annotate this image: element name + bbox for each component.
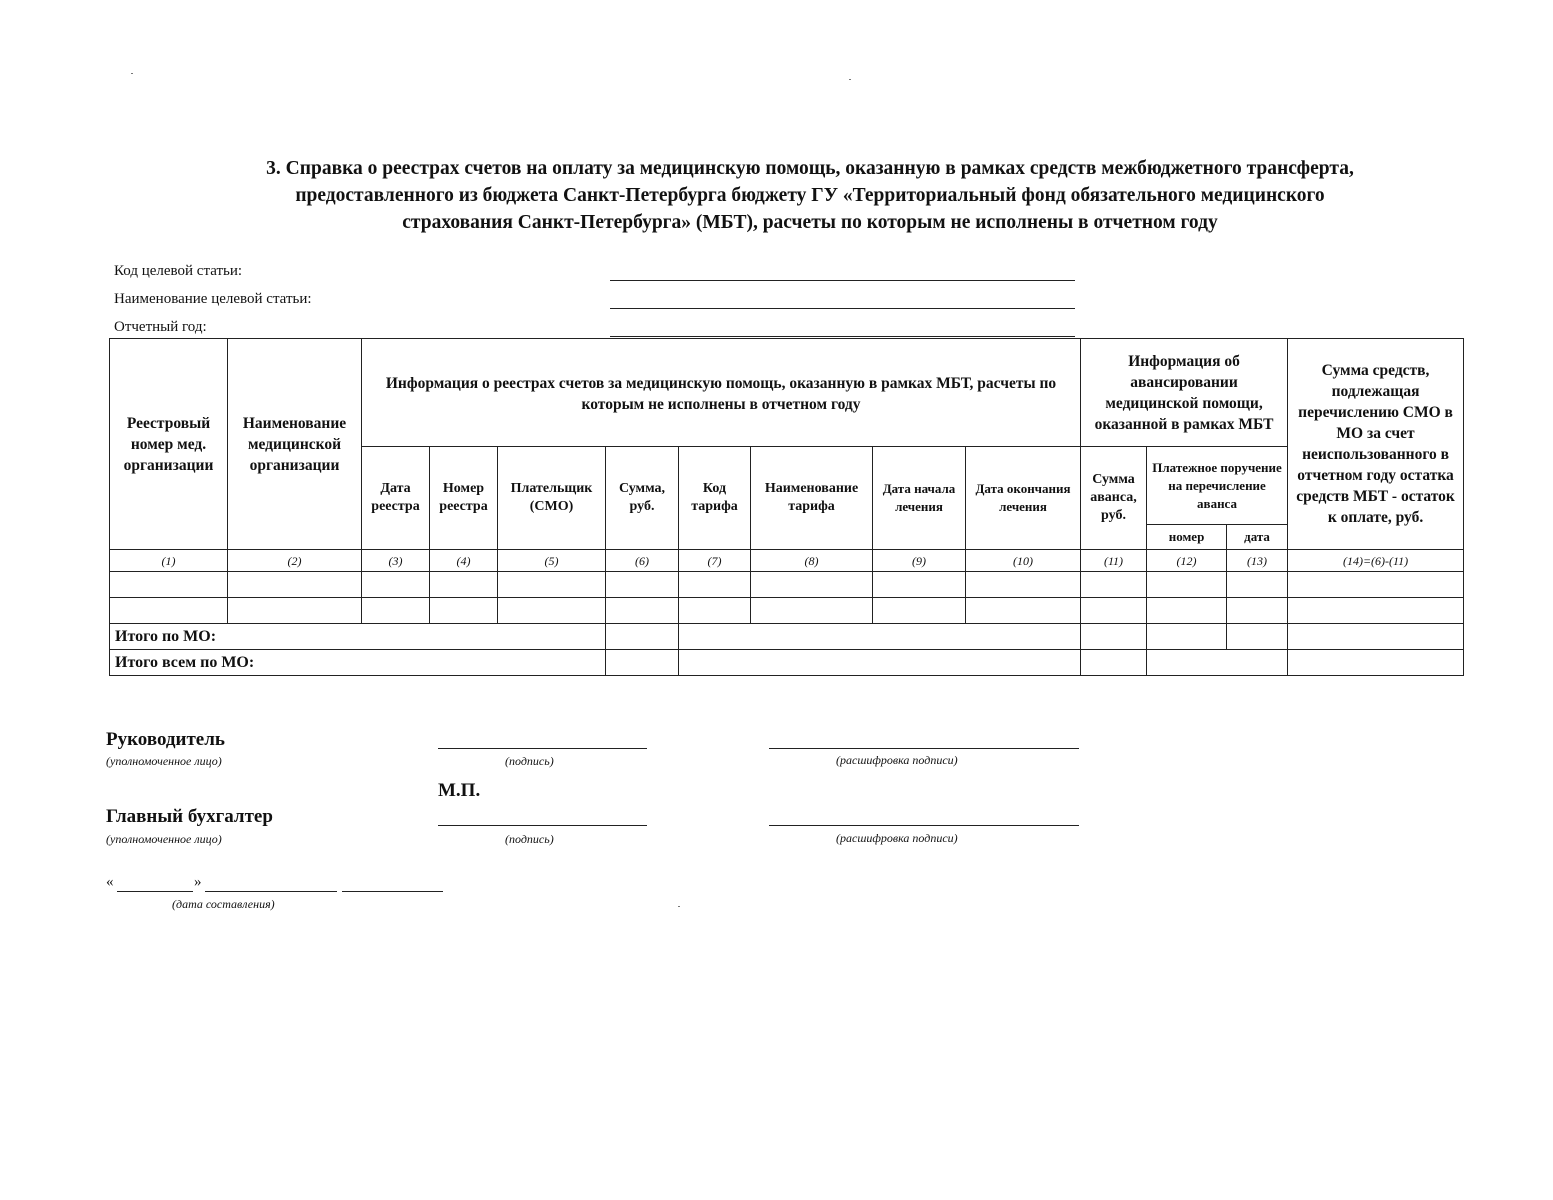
table-cell[interactable]	[110, 572, 228, 598]
document-title	[150, 155, 1470, 236]
col-number: (3)	[362, 550, 430, 572]
table-cell[interactable]	[430, 598, 498, 624]
accountant-decode-caption: (расшифровка подписи)	[836, 831, 958, 845]
col-number: (4)	[430, 550, 498, 572]
col-header-sum-total: Сумма средств, подлежащая перечислению СМО в МО за счет неиспользованного в отчетном году остатка средств МБТ - остаток к оплате, руб.	[1288, 339, 1464, 550]
total-mo-blank	[679, 624, 1081, 650]
table-cell[interactable]	[228, 572, 362, 598]
date-month-line[interactable]	[205, 891, 337, 892]
total-mo-balance[interactable]	[1288, 624, 1464, 650]
table-cell[interactable]	[966, 572, 1081, 598]
date-day-line[interactable]	[117, 891, 193, 892]
table-cell[interactable]	[362, 572, 430, 598]
total-all-po[interactable]	[1147, 650, 1288, 676]
scan-speck	[131, 73, 133, 74]
col-number: (6)	[606, 550, 679, 572]
head-sublabel: (уполномоченное лицо)	[106, 754, 222, 768]
title-line-3: страхования Санкт-Петербурга» (МБТ), расчеты по которым не исполнены в отчетном году	[402, 212, 1218, 233]
col-number: (5)	[498, 550, 606, 572]
table-cell[interactable]	[228, 598, 362, 624]
head-decode-caption: (расшифровка подписи)	[836, 753, 958, 767]
total-mo-sum[interactable]	[606, 624, 679, 650]
date-open-quote: «	[106, 874, 114, 890]
head-signature-line[interactable]	[438, 748, 647, 749]
table-cell[interactable]	[1288, 572, 1464, 598]
table-cell[interactable]	[1081, 598, 1147, 624]
col-number: (2)	[228, 550, 362, 572]
total-mo-row	[110, 624, 1464, 650]
col-header-num-reg: Номер реестра	[430, 447, 498, 550]
report-year-label: Отчетный год:	[114, 319, 207, 335]
col-header-payer: Плательщик (СМО)	[498, 447, 606, 550]
col-number: (11)	[1081, 550, 1147, 572]
table-row	[110, 572, 1464, 598]
col-header-date-reg: Дата реестра	[362, 447, 430, 550]
table-cell[interactable]	[679, 598, 751, 624]
table-cell[interactable]	[751, 598, 873, 624]
title-line-2: предоставленного из бюджета Санкт-Петербурга бюджету ГУ «Территориальный фонд обязательного медицинского	[295, 185, 1325, 206]
table-cell[interactable]	[751, 572, 873, 598]
col-number: (8)	[751, 550, 873, 572]
title-line-1: 3. Справка о реестрах счетов на оплату за медицинскую помощь, оказанную в рамках средств межбюджетного трансферта,	[266, 158, 1354, 179]
table-cell[interactable]	[1147, 572, 1227, 598]
accountant-label: Главный бухгалтер	[106, 806, 273, 827]
col-number: (10)	[966, 550, 1081, 572]
report-year-line[interactable]	[610, 336, 1075, 337]
group-header-registry: Информация о реестрах счетов за медицинскую помощь, оказанную в рамках МБТ, расчеты по которым не исполнены в отчетном году	[362, 339, 1081, 447]
col-header-payment-order: Платежное поручение на перечисление аванса	[1147, 447, 1288, 525]
target-code-line[interactable]	[610, 280, 1075, 281]
total-mo-po-date[interactable]	[1227, 624, 1288, 650]
col-number: (1)	[110, 550, 228, 572]
col-header-advance-sum: Сумма аванса, руб.	[1081, 447, 1147, 550]
head-signature-caption: (подпись)	[505, 754, 554, 768]
total-all-row	[110, 650, 1464, 676]
col-header-po-number: номер	[1147, 525, 1227, 550]
target-code-label: Код целевой статьи:	[114, 263, 243, 279]
table-cell[interactable]	[679, 572, 751, 598]
total-all-advance[interactable]	[1081, 650, 1147, 676]
table-cell[interactable]	[1081, 572, 1147, 598]
col-header-org-name: Наименование медицинской организации	[228, 339, 362, 550]
date-caption: (дата составления)	[172, 897, 275, 911]
col-number: (13)	[1227, 550, 1288, 572]
col-header-tariff-name: Наименование тарифа	[751, 447, 873, 550]
accountant-signature-line[interactable]	[438, 825, 647, 826]
table-row	[110, 598, 1464, 624]
table-cell[interactable]	[606, 572, 679, 598]
head-label: Руководитель	[106, 729, 225, 750]
accountant-sublabel: (уполномоченное лицо)	[106, 832, 222, 846]
scan-speck	[849, 79, 851, 80]
col-header-start-date: Дата начала лечения	[873, 447, 966, 550]
col-header-end-date: Дата окончания лечения	[966, 447, 1081, 550]
col-header-tariff-code: Код тарифа	[679, 447, 751, 550]
total-mo-po-number[interactable]	[1147, 624, 1227, 650]
col-number: (9)	[873, 550, 966, 572]
accountant-decode-line[interactable]	[769, 825, 1079, 826]
col-number: (12)	[1147, 550, 1227, 572]
table-cell[interactable]	[873, 572, 966, 598]
table-cell[interactable]	[873, 598, 966, 624]
col-header-sum: Сумма, руб.	[606, 447, 679, 550]
stamp-label: М.П.	[438, 780, 481, 801]
total-all-sum[interactable]	[606, 650, 679, 676]
accountant-signature-caption: (подпись)	[505, 832, 554, 846]
table-cell[interactable]	[1227, 572, 1288, 598]
total-all-blank	[679, 650, 1081, 676]
table-cell[interactable]	[498, 572, 606, 598]
total-mo-label: Итого по МО:	[110, 624, 606, 650]
table-cell[interactable]	[362, 598, 430, 624]
table-cell[interactable]	[110, 598, 228, 624]
table-cell[interactable]	[430, 572, 498, 598]
total-all-balance[interactable]	[1288, 650, 1464, 676]
col-number: (7)	[679, 550, 751, 572]
table-cell[interactable]	[1288, 598, 1464, 624]
col-number: (14)=(6)-(11)	[1288, 550, 1464, 572]
target-name-line[interactable]	[610, 308, 1075, 309]
total-all-label: Итого всем по МО:	[110, 650, 606, 676]
col-header-reg-no: Реестровый номер мед. организации	[110, 339, 228, 550]
target-name-label: Наименование целевой статьи:	[114, 291, 312, 307]
date-close-quote: »	[194, 874, 202, 890]
table-cell[interactable]	[1147, 598, 1227, 624]
table-cell[interactable]	[1227, 598, 1288, 624]
group-header-advance: Информация об авансировании медицинской помощи, оказанной в рамках МБТ	[1081, 339, 1288, 447]
table-cell[interactable]	[966, 598, 1081, 624]
table-cell[interactable]	[498, 598, 606, 624]
date-year-line[interactable]	[342, 891, 443, 892]
registry-table	[109, 338, 1464, 676]
scan-speck	[678, 906, 680, 907]
table-cell[interactable]	[606, 598, 679, 624]
total-mo-advance[interactable]	[1081, 624, 1147, 650]
col-header-po-date: дата	[1227, 525, 1288, 550]
head-decode-line[interactable]	[769, 748, 1079, 749]
